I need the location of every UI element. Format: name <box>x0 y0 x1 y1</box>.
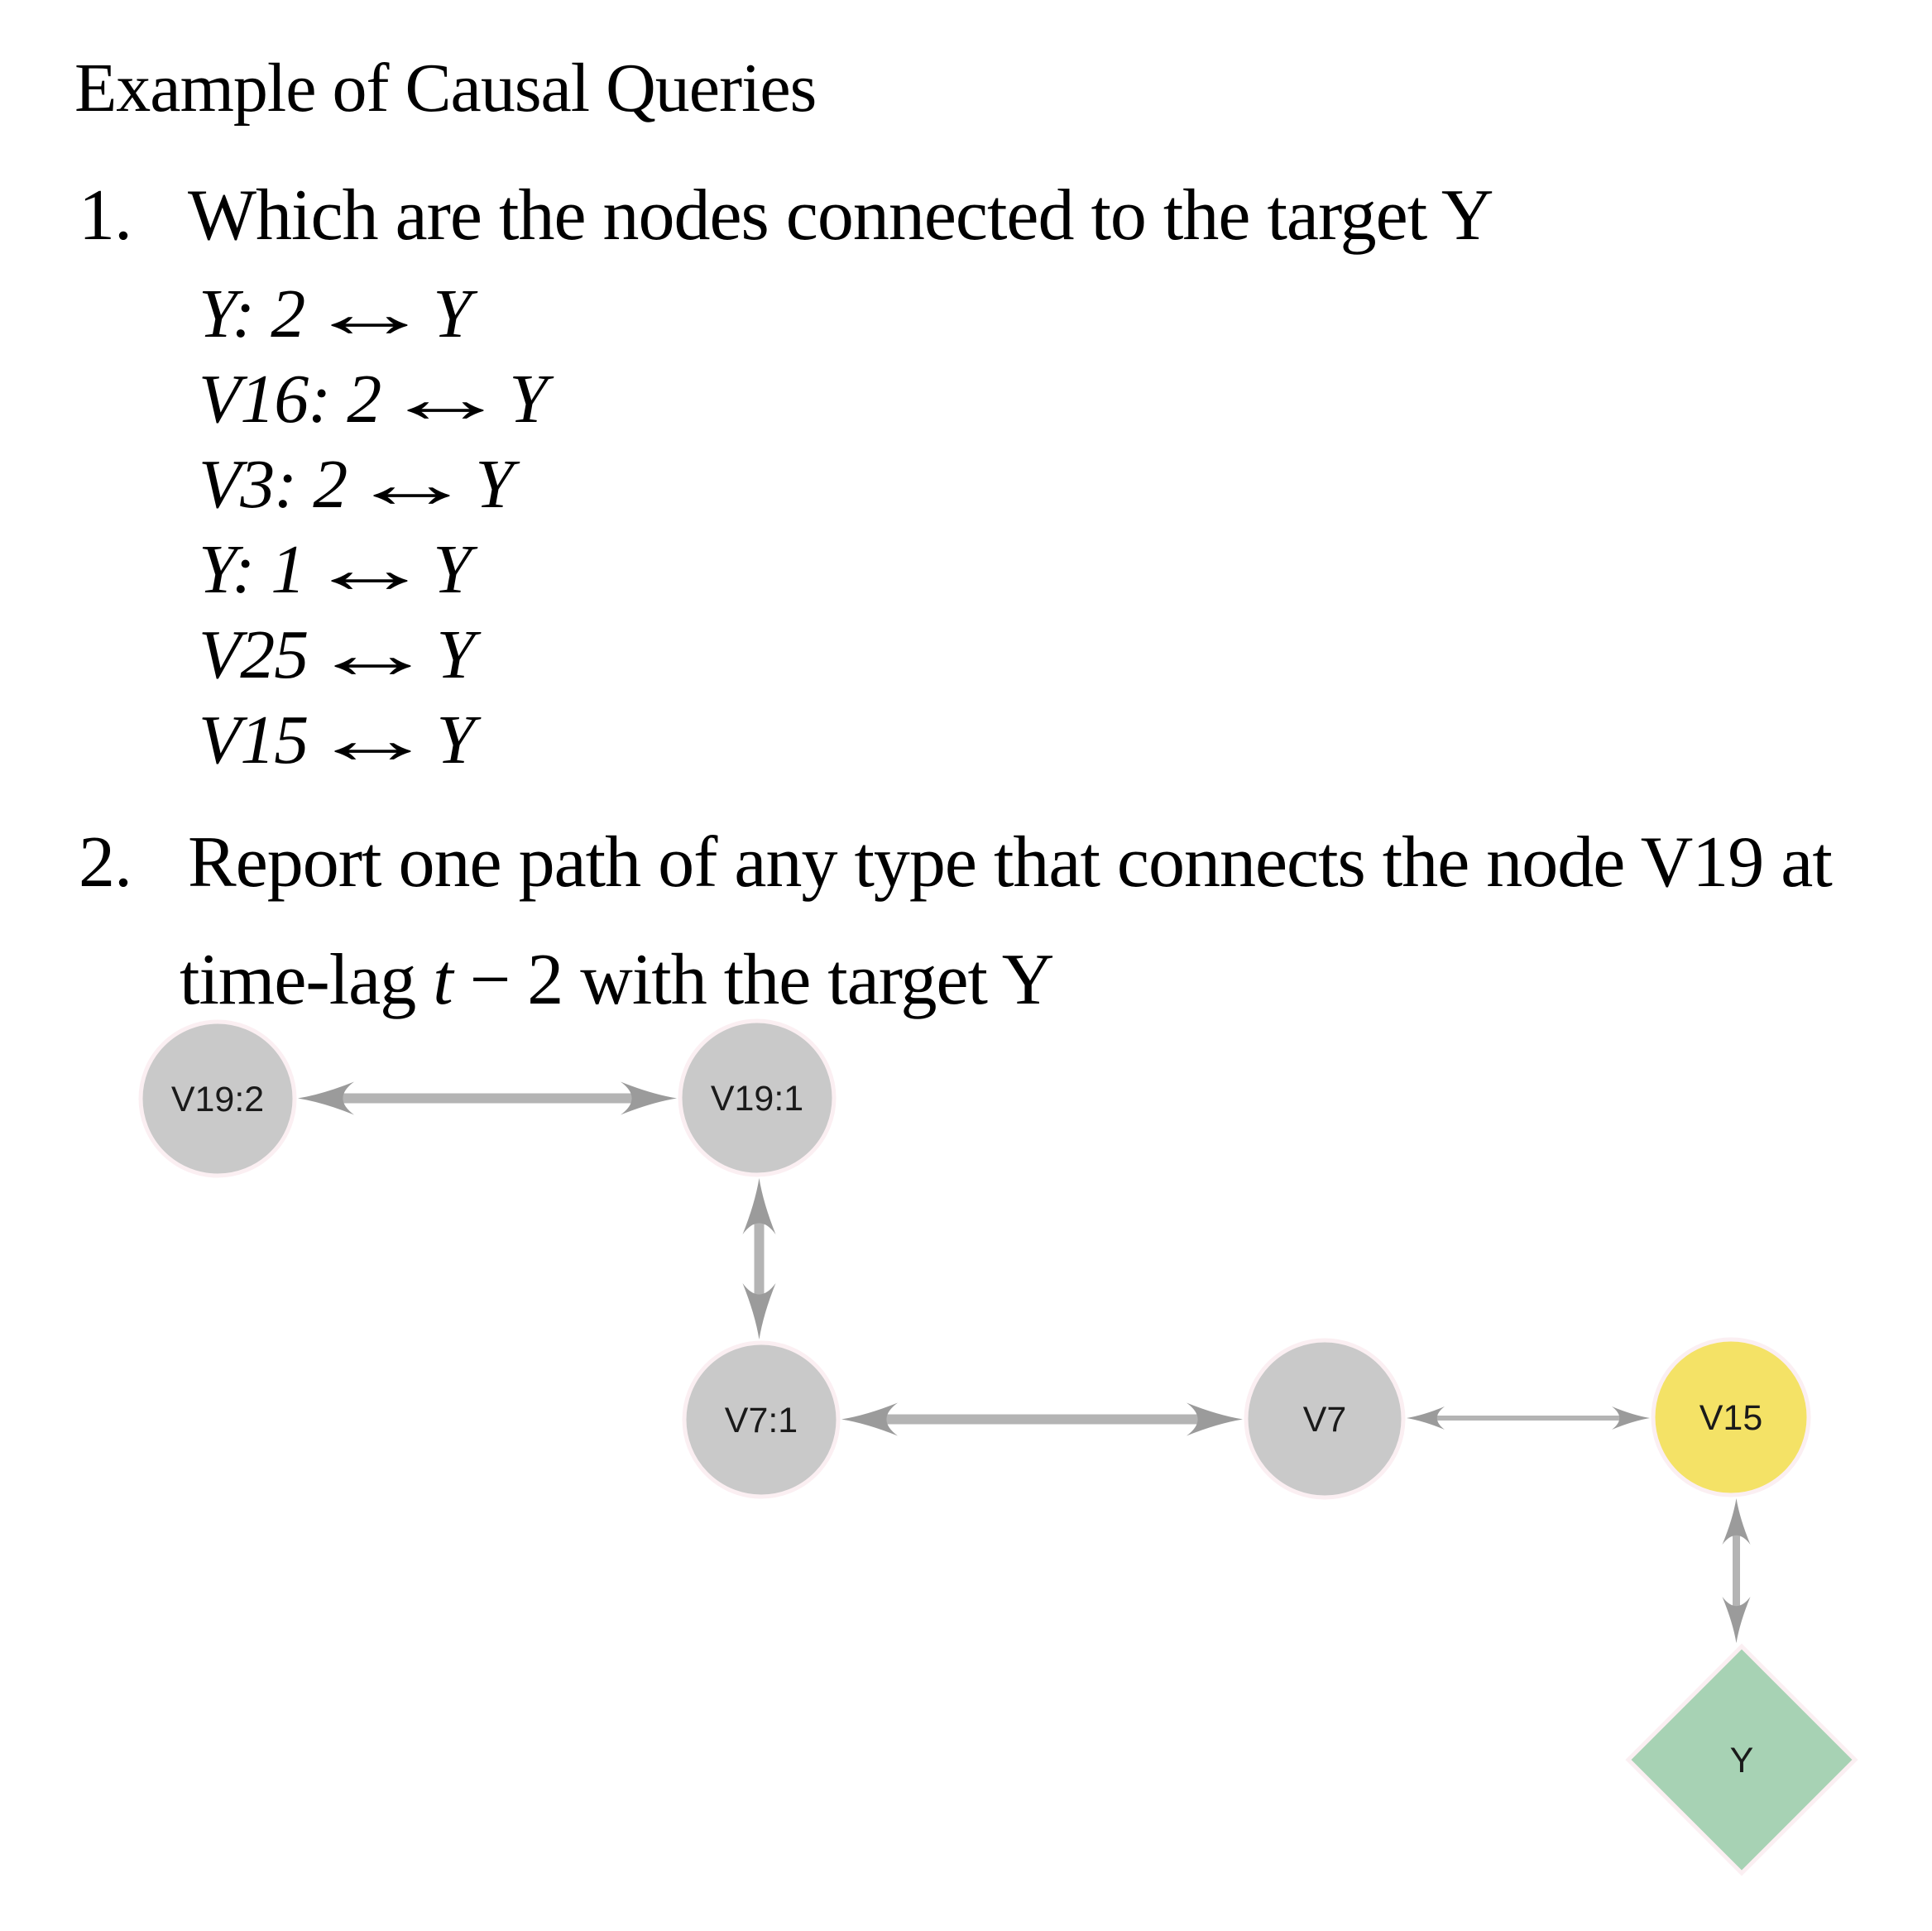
math-lhs: Y: 1 <box>199 531 305 608</box>
line-2-prefix: time-lag <box>180 940 434 1020</box>
math-rhs: Y <box>436 702 475 779</box>
edge-shaft <box>755 1219 765 1299</box>
math-lhs: V15 <box>199 702 309 779</box>
math-rhs: Y <box>509 361 548 438</box>
node-v15-label: V15 <box>1699 1398 1763 1438</box>
node-v19_1-label: V19:1 <box>710 1079 804 1119</box>
node-v19_2-label: V19:2 <box>170 1080 265 1119</box>
node-v7-label: V7 <box>1302 1400 1347 1440</box>
edge-v19_1-v7_1 <box>743 1178 776 1339</box>
edge-v15-y <box>1723 1498 1751 1643</box>
bidirectional-arrow-symbol: ↔ <box>348 446 475 523</box>
page-title: Example of Causal Queries <box>74 50 817 127</box>
math-lhs: V3: 2 <box>199 446 348 523</box>
edge-shaft <box>882 1415 1202 1425</box>
node-v7 <box>1246 1340 1403 1497</box>
edge-v7_1-v7 <box>841 1403 1243 1436</box>
question-2-number: 2. <box>79 822 132 903</box>
math-rhs: Y <box>475 446 514 523</box>
node-v7_1 <box>684 1343 838 1497</box>
question-2-line-1: Report one path of any type that connects the node V19 at <box>188 822 1832 903</box>
node-v19_2 <box>141 1022 295 1176</box>
bidirectional-arrow-symbol: ↔ <box>309 616 436 693</box>
bidirectional-arrow-symbol: ↔ <box>304 531 433 608</box>
node-v19_1 <box>680 1021 834 1175</box>
node-y <box>1628 1646 1855 1873</box>
node-y-label: Y <box>1729 1741 1754 1780</box>
time-lag-variable: t <box>433 940 453 1020</box>
math-rhs: Y <box>433 276 471 352</box>
node-v15 <box>1653 1339 1809 1495</box>
question-1-number: 1. <box>79 175 132 256</box>
node-v7_1-label: V7:1 <box>724 1401 798 1440</box>
line-2-suffix: − 2 with the target Y <box>452 940 1054 1020</box>
math-lhs: V25 <box>199 616 309 693</box>
edge-shaft <box>1733 1531 1740 1609</box>
question-1-text: Which are the nodes connected to the target Y <box>188 175 1493 256</box>
math-rhs: Y <box>436 616 475 693</box>
bidirectional-arrow-symbol: ↔ <box>381 361 509 438</box>
edge-shaft <box>338 1094 636 1104</box>
math-lhs: V16: 2 <box>199 361 381 438</box>
math-rhs: Y <box>433 531 471 608</box>
edge-shaft <box>1434 1416 1623 1421</box>
bidirectional-arrow-symbol: ↔ <box>304 276 433 352</box>
edge-v7-v15 <box>1407 1406 1650 1430</box>
math-lhs: Y: 2 <box>199 276 305 352</box>
bidirectional-arrow-symbol: ↔ <box>309 702 436 779</box>
edge-v19_2-v19_1 <box>298 1082 677 1115</box>
